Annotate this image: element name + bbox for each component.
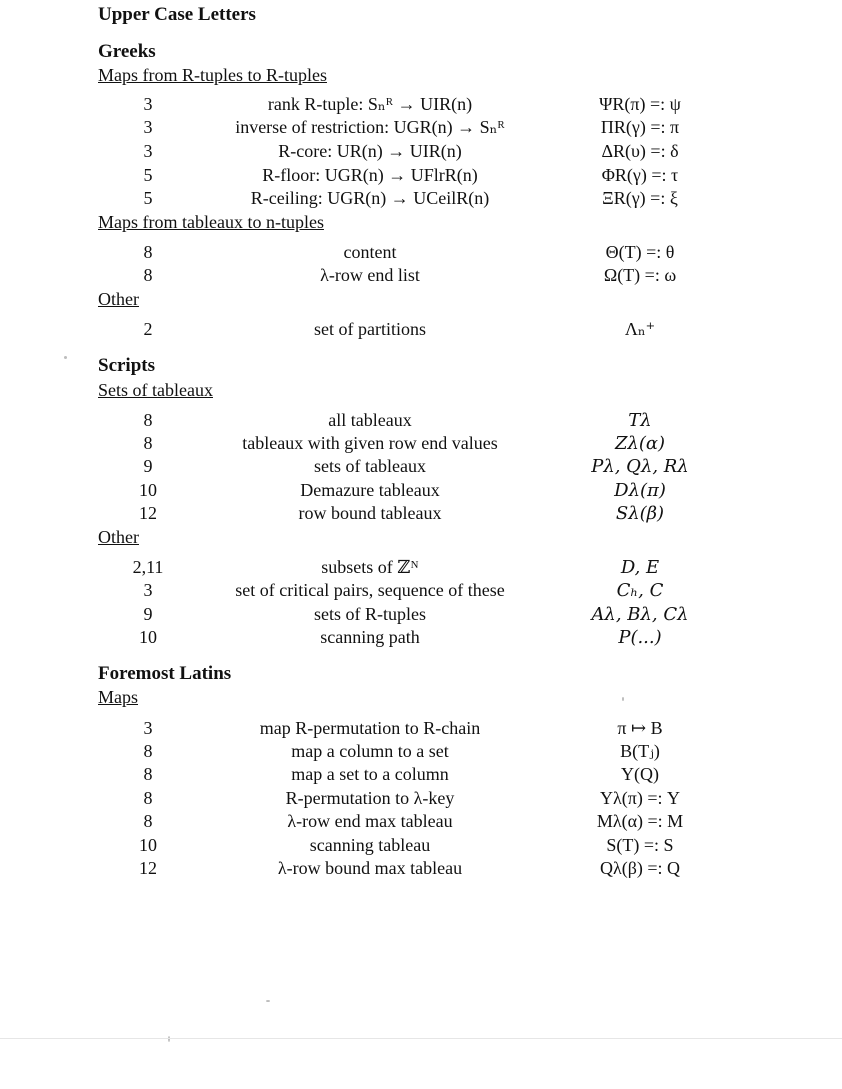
table-row — [0, 557, 842, 580]
page-ref: 3 — [143, 117, 153, 137]
scan-edge — [0, 1038, 842, 1039]
section-greeks: Greeks — [98, 41, 156, 62]
description: λ-row end list — [320, 265, 420, 285]
symbol: Sλ(β) — [615, 503, 665, 524]
description: λ-row end max tableau — [287, 811, 453, 831]
page-ref: 8 — [143, 242, 153, 262]
subsection-maps-tableaux: Maps from tableaux to n-tuples — [98, 212, 324, 232]
symbol: Qλ(β) =: Q — [599, 858, 681, 878]
symbol: Dλ(π) — [614, 480, 666, 501]
table-row — [0, 410, 842, 433]
page-ref: 2 — [143, 319, 153, 339]
page-ref: 12 — [139, 503, 157, 523]
symbol: Mλ(α) =: M — [596, 811, 684, 831]
description: scanning tableau — [309, 835, 431, 855]
description: R-floor: UGR(n) → UFlrR(n) — [262, 165, 478, 185]
symbol: B(Tⱼ) — [620, 741, 660, 761]
description: R-core: UR(n) → UIR(n) — [278, 141, 462, 161]
symbol: Yλ(π) =: Y — [600, 788, 680, 808]
table-row — [0, 764, 842, 787]
description: scanning path — [320, 627, 420, 647]
subsection-sets-of-tableaux: Sets of tableaux — [98, 380, 213, 400]
symbol: ΞR(γ) =: ξ — [602, 188, 678, 208]
description: all tableaux — [328, 410, 412, 430]
page-ref: 8 — [143, 764, 153, 784]
description: R-permutation to λ-key — [285, 788, 455, 808]
symbol: Aλ, Bλ, Cλ — [591, 604, 689, 625]
table-row — [0, 604, 842, 627]
section-scripts: Scripts — [98, 355, 155, 376]
page-ref: 8 — [143, 741, 153, 761]
table-row — [0, 835, 842, 858]
symbol: Zλ(α) — [614, 433, 666, 454]
symbol: ΠR(γ) =: π — [600, 117, 680, 137]
symbol: ΦR(γ) =: τ — [601, 165, 679, 185]
scan-speck — [168, 1036, 170, 1042]
table-row — [0, 433, 842, 456]
section-foremost-latins: Foremost Latins — [98, 663, 232, 684]
scan-speck — [266, 1000, 270, 1002]
page-ref: 10 — [139, 835, 157, 855]
page-ref: 8 — [143, 788, 153, 808]
page-ref: 3 — [143, 94, 153, 114]
symbol: Λₙ⁺ — [624, 319, 656, 339]
table-row — [0, 94, 842, 117]
page-ref: 3 — [143, 580, 153, 600]
table-row — [0, 165, 842, 188]
symbol: Y(Q) — [621, 764, 659, 784]
table-row — [0, 580, 842, 603]
subsection-maps: Maps — [98, 687, 138, 707]
symbol: ΔR(υ) =: δ — [601, 141, 679, 161]
page-ref: 3 — [143, 718, 153, 738]
description: subsets of ℤᴺ — [321, 557, 419, 577]
description: map a column to a set — [291, 741, 449, 761]
subsection-other-greeks: Other — [98, 289, 139, 309]
description: R-ceiling: UGR(n) → UCeilR(n) — [250, 188, 490, 208]
page-ref: 10 — [139, 627, 157, 647]
symbol: Tλ — [628, 410, 652, 431]
page-ref: 5 — [143, 188, 153, 208]
page-ref: 12 — [139, 858, 157, 878]
symbol: Pλ, Qλ, Rλ — [591, 456, 689, 477]
page-ref: 9 — [143, 456, 153, 476]
table-row — [0, 141, 842, 164]
page-ref: 9 — [143, 604, 153, 624]
table-row — [0, 456, 842, 479]
page-ref: 8 — [143, 433, 153, 453]
description: λ-row bound max tableau — [277, 858, 463, 878]
subsection-other-scripts: Other — [98, 527, 139, 547]
symbol: S(T) =: S — [606, 835, 674, 855]
symbol: Cₕ, C — [616, 580, 664, 601]
symbol: D, E — [620, 557, 660, 578]
table-row — [0, 718, 842, 741]
description: tableaux with given row end values — [242, 433, 498, 453]
description: content — [343, 242, 397, 262]
table-row — [0, 741, 842, 764]
table-row — [0, 188, 842, 211]
description: inverse of restriction: UGR(n) → Sₙᴿ — [235, 117, 505, 137]
page-ref: 8 — [143, 811, 153, 831]
symbol: Ω(T) =: ω — [603, 265, 677, 285]
description: sets of tableaux — [314, 456, 426, 476]
description: set of partitions — [314, 319, 426, 339]
scan-speck — [64, 356, 67, 359]
subsection-maps-r-tuples: Maps from R-tuples to R-tuples — [98, 65, 327, 85]
table-row — [0, 788, 842, 811]
table-row — [0, 117, 842, 140]
page-ref: 8 — [143, 265, 153, 285]
symbol: P(...) — [618, 627, 662, 648]
page-ref: 2,11 — [132, 557, 164, 577]
page-ref: 5 — [143, 165, 153, 185]
symbol: ΨR(π) =: ψ — [599, 94, 681, 114]
description: rank R-tuple: Sₙᴿ → UIR(n) — [267, 94, 473, 114]
symbol: π ↦ B — [617, 718, 663, 738]
table-row — [0, 627, 842, 650]
description: map a set to a column — [291, 764, 449, 784]
scan-speck — [622, 697, 624, 701]
description: map R-permutation to R-chain — [259, 718, 481, 738]
table-row — [0, 811, 842, 834]
page-ref: 10 — [139, 480, 157, 500]
description: row bound tableaux — [298, 503, 442, 523]
description: sets of R-tuples — [314, 604, 426, 624]
description: Demazure tableaux — [300, 480, 440, 500]
page-ref: 3 — [143, 141, 153, 161]
table-row — [0, 503, 842, 526]
page-ref: 8 — [143, 410, 153, 430]
symbol: Θ(T) =: θ — [605, 242, 675, 262]
description: set of critical pairs, sequence of these — [235, 580, 505, 600]
table-row — [0, 242, 842, 265]
table-row — [0, 858, 842, 881]
table-row — [0, 265, 842, 288]
table-row — [0, 480, 842, 503]
page-title: Upper Case Letters — [98, 4, 256, 25]
table-row — [0, 319, 842, 342]
